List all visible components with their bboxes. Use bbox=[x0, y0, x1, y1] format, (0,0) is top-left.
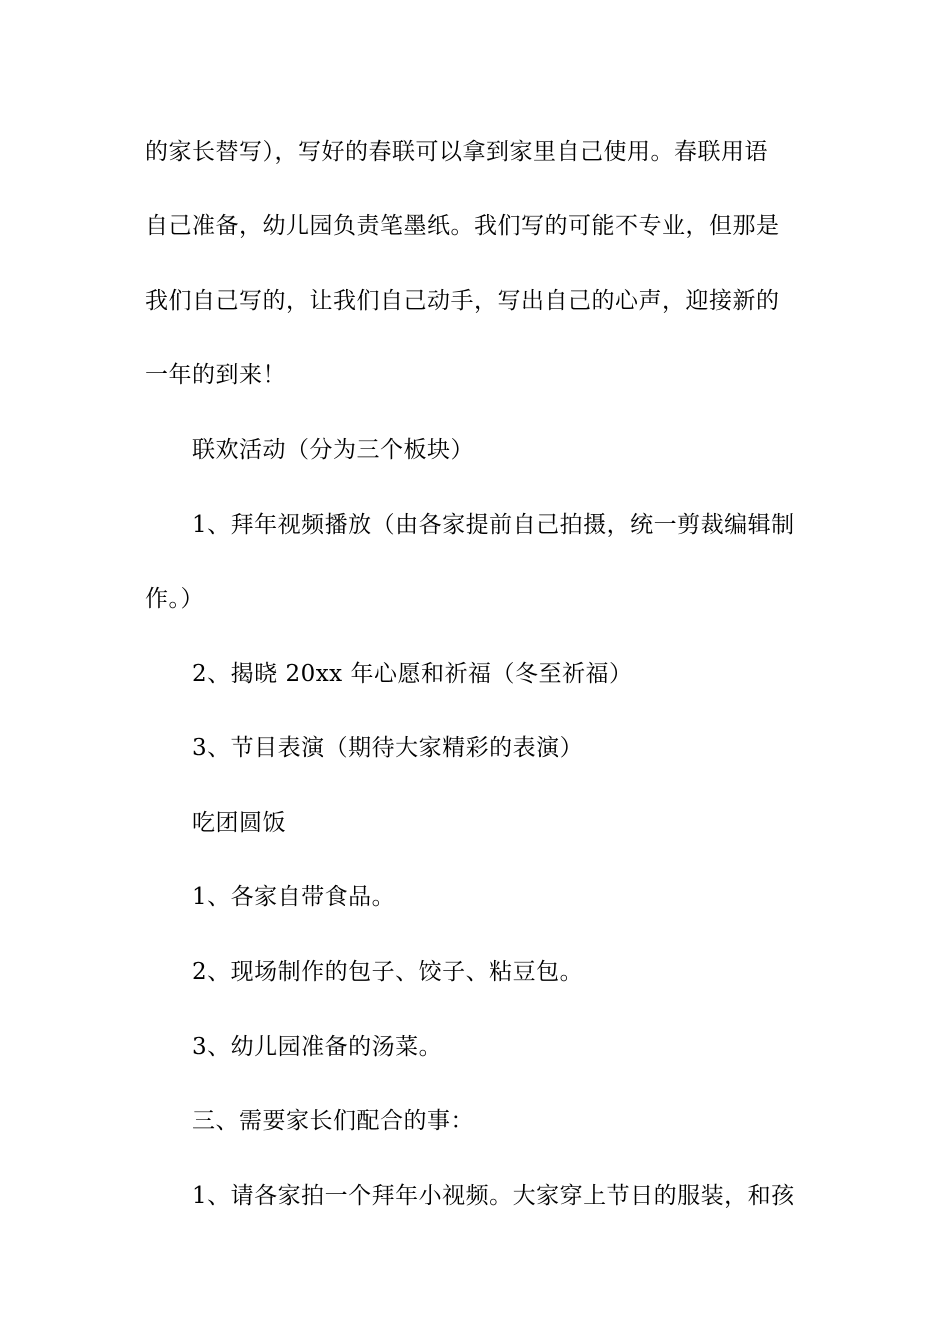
list-item: 2、现场制作的包子、饺子、粘豆包。 bbox=[192, 959, 584, 985]
paragraph-line: 作。） bbox=[145, 586, 204, 612]
paragraph-line: 自己准备，幼儿园负责笔墨纸。我们写的可能不专业，但那是 bbox=[145, 213, 780, 239]
paragraph-line: 的家长替写），写好的春联可以拿到家里自己使用。春联用语 bbox=[145, 139, 768, 165]
paragraph-line: 一年的到来！ bbox=[145, 362, 286, 388]
list-item: 1、请各家拍一个拜年小视频。大家穿上节日的服装，和孩 bbox=[192, 1183, 795, 1209]
section-heading: 三、需要家长们配合的事： bbox=[192, 1108, 474, 1134]
list-item: 3、节目表演（期待大家精彩的表演） bbox=[192, 735, 584, 761]
section-heading: 联欢活动（分为三个板块） bbox=[192, 437, 474, 463]
list-item: 1、拜年视频播放（由各家提前自己拍摄，统一剪裁编辑制 bbox=[192, 512, 795, 538]
list-item: 2、揭晓 20xx 年心愿和祈福（冬至祈福） bbox=[192, 661, 633, 687]
paragraph-line: 我们自己写的，让我们自己动手，写出自己的心声，迎接新的 bbox=[145, 288, 780, 314]
section-heading: 吃团圆饭 bbox=[192, 810, 286, 836]
list-item: 3、幼儿园准备的汤菜。 bbox=[192, 1034, 443, 1060]
list-item: 1、各家自带食品。 bbox=[192, 884, 396, 910]
